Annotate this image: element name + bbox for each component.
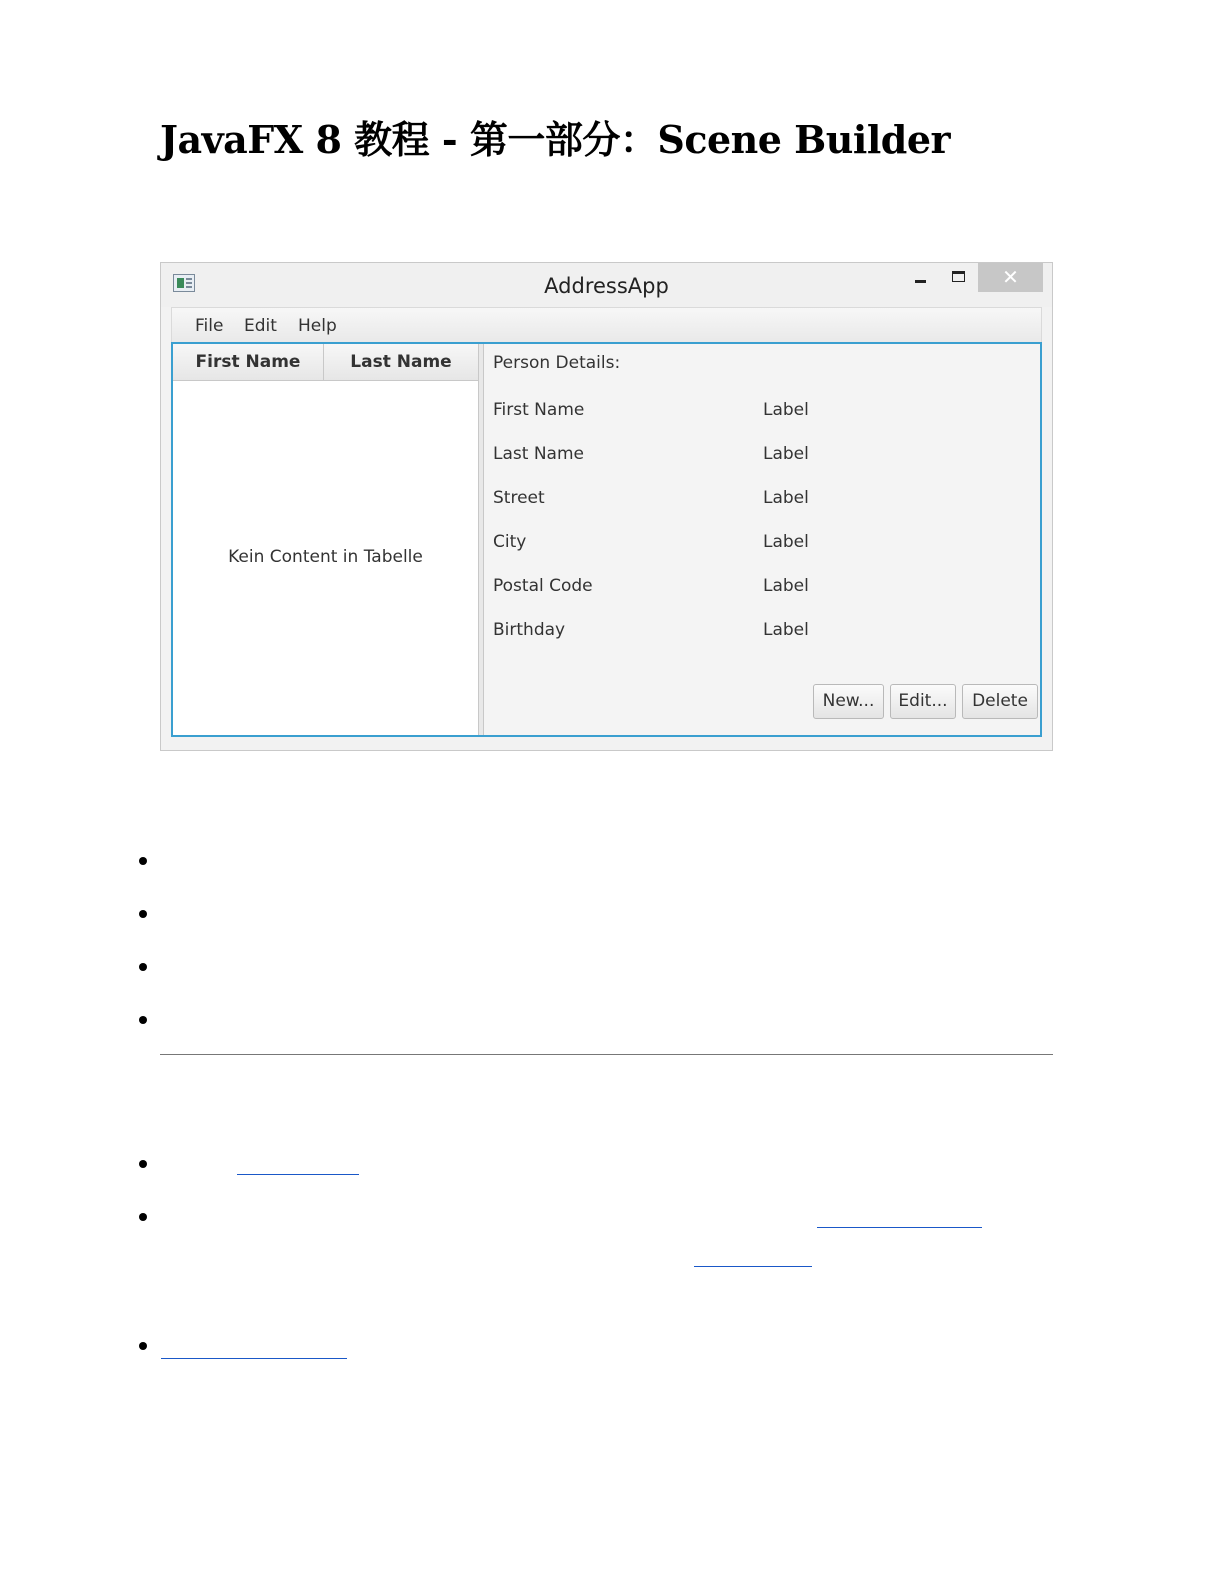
table-placeholder: Kein Content in Tabelle: [228, 547, 423, 567]
minimize-icon[interactable]: [906, 263, 934, 293]
window-title: AddressApp: [544, 274, 669, 298]
column-header-last-name[interactable]: Last Name: [324, 344, 478, 381]
field-label-postal-code: Postal Code: [493, 576, 593, 596]
maximize-icon[interactable]: [944, 263, 972, 293]
document-title: JavaFX 8 教程 - 第一部分：Scene Builder: [160, 117, 951, 162]
field-value-street: Label: [763, 488, 809, 508]
edit-button[interactable]: Edit...: [890, 684, 956, 719]
list-bullet: [139, 1342, 147, 1350]
horizontal-rule: [160, 1054, 1053, 1055]
field-value-birthday: Label: [763, 620, 809, 640]
field-value-first-name: Label: [763, 400, 809, 420]
field-label-city: City: [493, 532, 527, 552]
field-label-street: Street: [493, 488, 545, 508]
window-titlebar: [161, 263, 1052, 307]
field-label-last-name: Last Name: [493, 444, 584, 464]
list-bullet: [139, 910, 147, 918]
field-value-city: Label: [763, 532, 809, 552]
details-title: Person Details:: [493, 353, 621, 373]
menu-help[interactable]: Help: [298, 316, 337, 336]
close-icon[interactable]: ✕: [978, 263, 1043, 292]
split-pane: [171, 342, 1042, 737]
field-value-postal-code: Label: [763, 576, 809, 596]
delete-button[interactable]: Delete: [962, 684, 1038, 719]
field-value-last-name: Label: [763, 444, 809, 464]
menu-edit[interactable]: Edit: [244, 316, 277, 336]
list-bullet: [139, 963, 147, 971]
link-underline[interactable]: [237, 1174, 359, 1175]
link-underline[interactable]: [694, 1266, 812, 1267]
split-divider[interactable]: [478, 344, 484, 735]
list-bullet: [139, 1213, 147, 1221]
list-bullet: [139, 1160, 147, 1168]
field-label-first-name: First Name: [493, 400, 585, 420]
person-table[interactable]: [173, 344, 479, 735]
new-button[interactable]: New...: [813, 684, 884, 719]
list-bullet: [139, 1016, 147, 1024]
field-label-birthday: Birthday: [493, 620, 566, 640]
link-underline[interactable]: [161, 1358, 347, 1359]
menu-file[interactable]: File: [195, 316, 224, 336]
app-window-screenshot: [160, 262, 1053, 751]
link-underline[interactable]: [817, 1227, 982, 1228]
menu-bar: [171, 307, 1042, 343]
list-bullet: [139, 857, 147, 865]
column-header-first-name[interactable]: First Name: [173, 344, 324, 381]
